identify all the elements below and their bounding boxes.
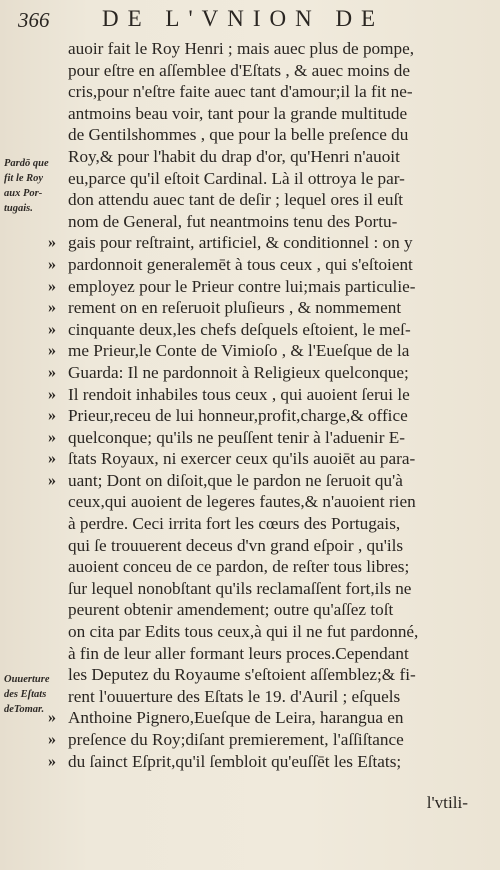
margin-note-line: des Eſtats <box>4 689 47 700</box>
text-line <box>48 751 468 773</box>
text-line: ceux,qui auoient de legeres fautes,& n'auoient rien <box>68 492 416 512</box>
text-line <box>48 254 468 276</box>
text-line-content: Prieur,receu de lui honneur,profit,charge,& office <box>68 406 408 426</box>
text-line: Roy,& pour l'habit du drap d'or, qu'Henri n'auoit <box>68 146 400 166</box>
text-line <box>48 427 468 449</box>
margin-note-line: Pardō que <box>4 158 49 169</box>
text-line-content: pardonnoit generalemēt à tous ceux , qui s'eſtoient <box>68 254 413 274</box>
text-line: à fin de leur aller formant leurs proces.Cependant <box>68 643 409 663</box>
quote-mark: » <box>48 234 56 252</box>
text-line-content: cinquante deux,les chefs deſquels eſtoient, le meſ- <box>68 319 411 339</box>
text-line-content: quelconque; qu'ils ne peuſſent tenir à l'aduenir E- <box>68 427 405 447</box>
quote-mark: » <box>48 407 56 425</box>
text-line: qui ſe trouuerent deceus d'vn grand eſpoir , qu'ils <box>68 535 404 555</box>
text-line-content: uant; Dont on diſoit,que le pardon ne ſeruoit qu'à <box>68 470 403 490</box>
text-line <box>48 384 468 406</box>
text-line <box>48 470 468 492</box>
margin-note-pardon <box>4 156 49 216</box>
text-line <box>48 340 468 362</box>
text-line <box>48 276 468 298</box>
text-line <box>48 319 468 341</box>
quote-mark: » <box>48 731 56 748</box>
text-line: de Gentilshommes , que pour la belle preſence du <box>68 125 409 145</box>
text-line <box>48 707 468 729</box>
quote-mark: » <box>48 709 56 727</box>
text-line-content: Anthoine Pignero,Eueſque de Leira, harangua en <box>68 708 404 728</box>
quote-mark: » <box>48 363 56 381</box>
text-line: pour eſtre en aſſemblee d'Eſtats , & auec moins de <box>68 60 410 80</box>
body-text <box>48 38 468 772</box>
quote-mark: » <box>48 428 56 446</box>
text-line <box>48 232 468 254</box>
quote-mark: » <box>48 342 56 360</box>
quote-mark: » <box>48 752 56 770</box>
text-line <box>48 405 468 427</box>
text-line-content: Il rendoit inhabiles tous ceux , qui auoient ſerui le <box>68 384 410 404</box>
text-line: on cita par Edits tous ceux,à qui il ne fut pardonné, <box>68 622 419 642</box>
page-header <box>18 6 488 36</box>
text-line <box>48 362 468 384</box>
margin-note-line: fit le Roy <box>4 173 44 184</box>
text-line-content: employez pour le Prieur contre lui;mais particulie- <box>68 276 416 296</box>
quote-mark: » <box>48 320 56 338</box>
text-line: auoient conceu de ce pardon, de reſter tous libres; <box>68 557 410 577</box>
text-line-content: rement on en reſeruoit pluſieurs , & nommement <box>68 298 402 318</box>
margin-note-line: Ouuerture <box>4 674 50 685</box>
text-line: nom de General, fut neantmoins tenu des Portu- <box>68 211 398 231</box>
running-title: DE L'VNION DE <box>102 6 385 31</box>
text-line-content: me Prieur,le Conte de Vimioſo , & l'Eueſque de la <box>68 341 410 361</box>
text-line: ſur lequel nonobſtant qu'ils reclamaſſent fort,ils ne <box>68 578 412 598</box>
text-line: antmoins beau voir, tant pour la grande multitude <box>68 103 408 123</box>
text-line-content: Guarda: Il ne pardonnoit à Religieux quelconque; <box>68 362 409 382</box>
text-line: les Deputez du Royaume s'eſtoient aſſemblez;& fi- <box>68 665 416 685</box>
text-line: eu,parce qu'il eſtoit Cardinal. Là il ottroya le par- <box>68 168 405 188</box>
margin-note-line: aux Por- <box>4 188 43 199</box>
text-line: à perdre. Ceci irrita fort les cœurs des Portugais, <box>68 514 401 534</box>
quote-mark: » <box>48 450 56 468</box>
catchword: l'vtili- <box>426 793 468 812</box>
page-number: 366 <box>18 8 50 32</box>
quote-mark: » <box>48 385 56 403</box>
text-line <box>48 297 468 319</box>
text-line-content: preſence du Roy;diſant premierement, l'aſſiſtance <box>68 730 404 749</box>
margin-note-line: tugais. <box>4 203 33 214</box>
text-line: auoir fait le Roy Henri ; mais auec plus de pompe, <box>68 39 415 58</box>
text-line <box>48 448 468 470</box>
quote-mark: » <box>48 471 56 489</box>
quote-mark: » <box>48 255 56 273</box>
text-line-content: gais pour reſtraint, artificiel, & conditionnel : on y <box>68 233 413 253</box>
quote-mark: » <box>48 299 56 317</box>
text-line: rent l'ouuerture des Eſtats le 19. d'Auril ; eſquels <box>68 686 401 706</box>
text-line: peurent obtenir amendement; outre qu'aſſez toſt <box>68 600 394 620</box>
text-line: don attendu auec tant de deſir ; lequel ores il euſt <box>68 190 404 210</box>
quote-mark: » <box>48 277 56 295</box>
text-line <box>48 729 468 751</box>
text-line-content: du ſainct Eſprit,qu'il ſembloit qu'euſſēt les Eſtats; <box>68 751 402 771</box>
margin-note-line: deTomar. <box>4 704 45 715</box>
text-line: cris,pour n'eſtre faite auec tant d'amour;il la fit ne- <box>68 82 413 102</box>
text-line-content: ſtats Royaux, ni exercer ceux qu'ils auoiēt au para- <box>68 449 416 469</box>
margin-note-estats <box>4 672 50 717</box>
